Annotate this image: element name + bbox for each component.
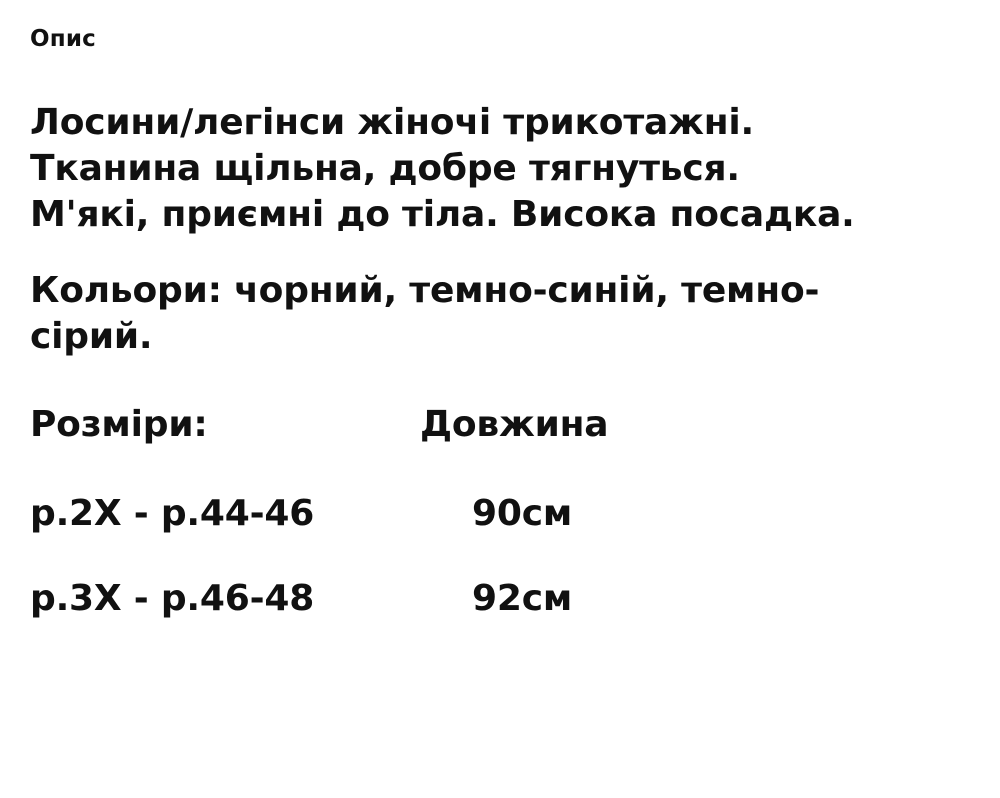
size-value: р.2X - р.44-46 xyxy=(30,492,315,534)
description-line-3: М'які, приємні до тіла. Висока посадка. xyxy=(30,193,855,235)
table-header-row xyxy=(30,404,970,493)
length-value: 92см xyxy=(472,577,573,619)
colors-line-1: Кольори: чорний, темно-синій, темно- xyxy=(30,269,820,311)
size-value: р.3X - р.46-48 xyxy=(30,577,315,619)
colors-line-2: сірий. xyxy=(30,315,153,357)
table-row xyxy=(30,578,970,663)
sizes-table xyxy=(30,404,970,663)
length-value: 90см xyxy=(472,492,573,534)
section-title: Опис xyxy=(30,26,96,52)
product-description xyxy=(30,100,970,238)
description-line-2: Тканина щільна, добре тягнуться. xyxy=(30,147,740,189)
column-header-length: Довжина xyxy=(420,403,609,445)
table-row xyxy=(30,493,970,578)
description-line-1: Лосини/легінси жіночі трикотажні. xyxy=(30,101,754,143)
product-colors xyxy=(30,268,970,360)
column-header-sizes: Розміри: xyxy=(30,403,208,445)
